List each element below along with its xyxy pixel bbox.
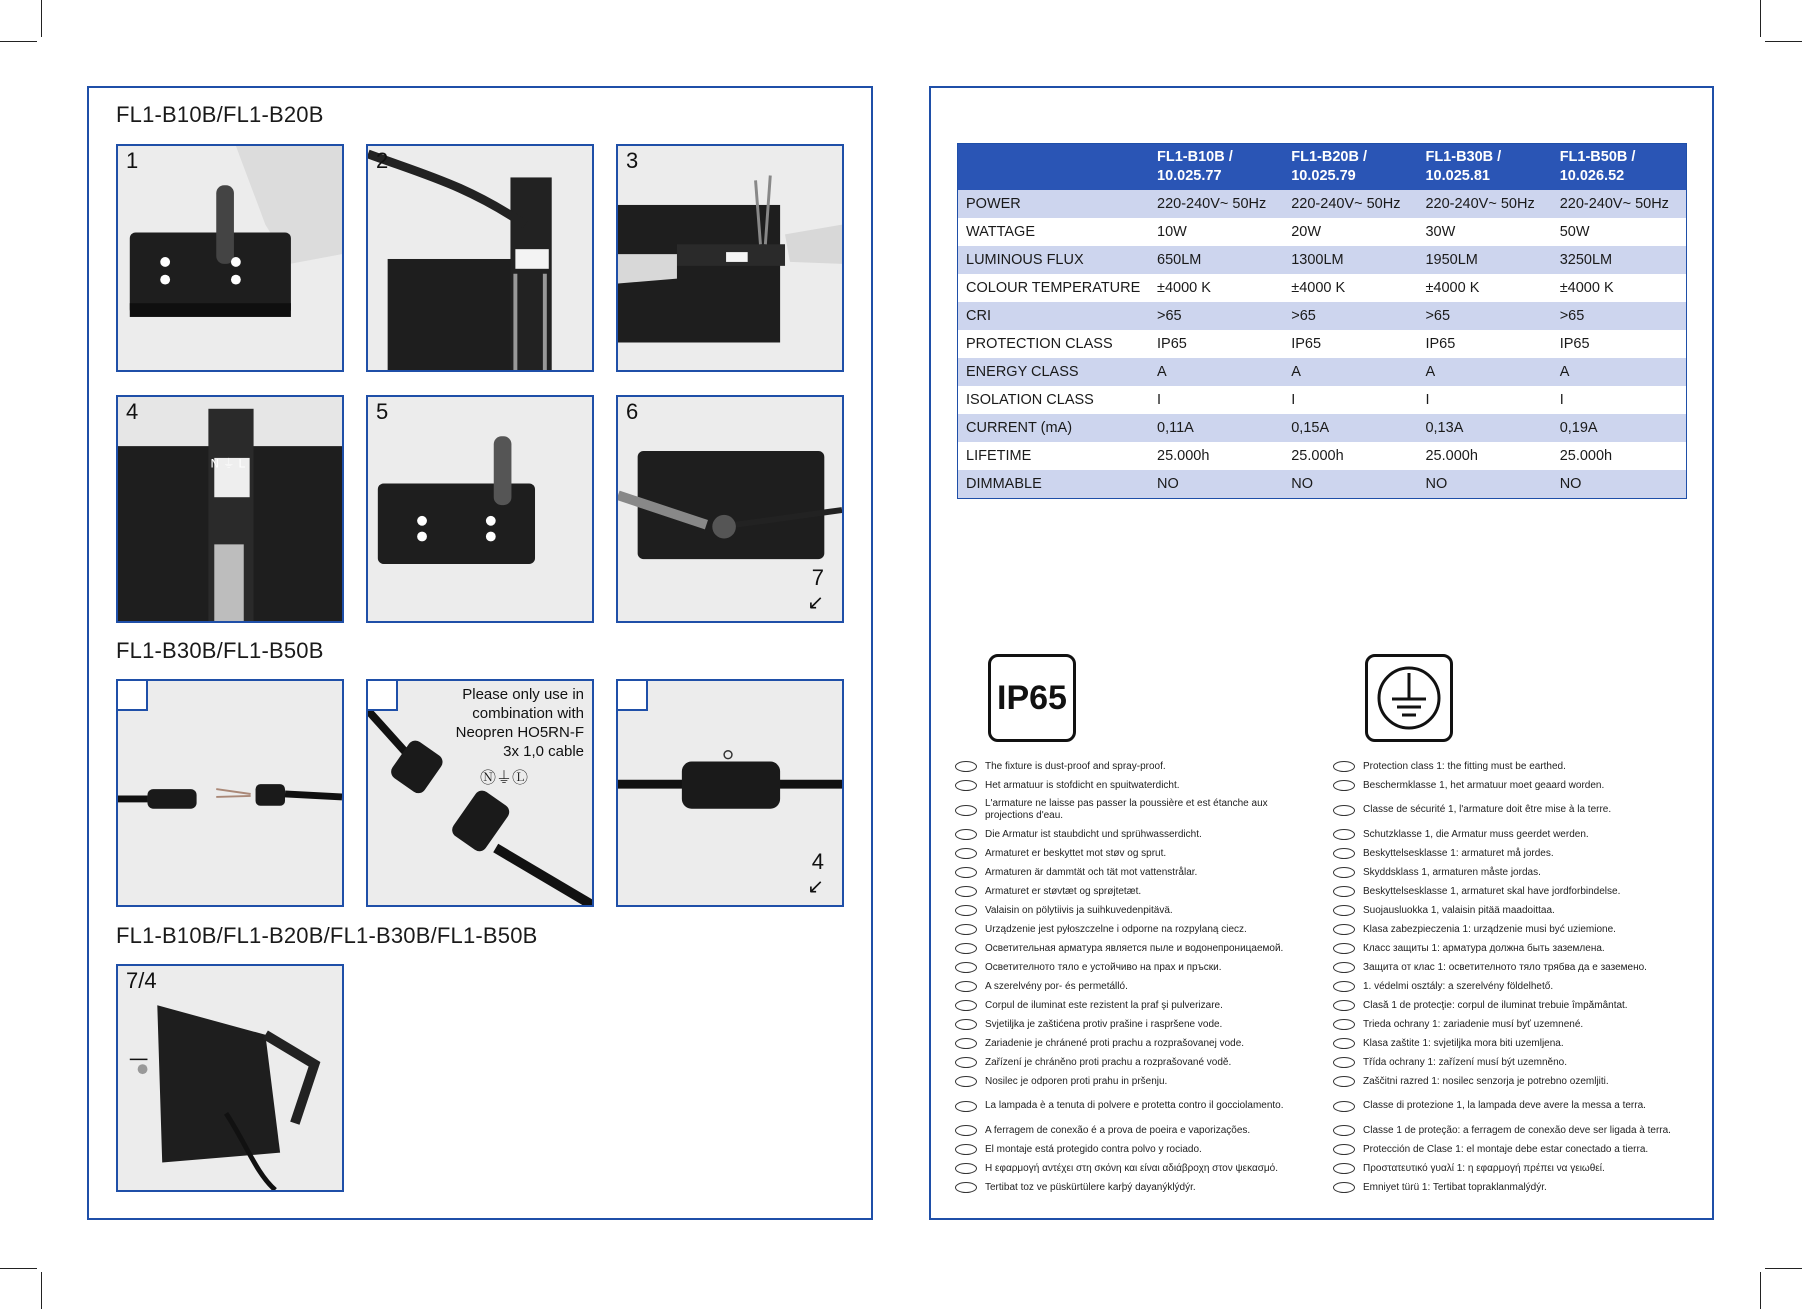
list-item <box>1333 1121 1703 1140</box>
row-label: POWER <box>958 190 1150 218</box>
list-item <box>1333 757 1703 776</box>
language-marker-icon <box>955 981 977 992</box>
table-cell: IP65 <box>1283 330 1417 358</box>
language-marker-icon <box>955 1163 977 1174</box>
table-cell: 0,11A <box>1149 414 1283 442</box>
list-item-text: Emniyet türü 1: Tertibat topraklanmalýdýr. <box>1363 1181 1547 1193</box>
crop-mark <box>41 1272 42 1309</box>
table-cell: 20W <box>1283 218 1417 246</box>
list-item <box>955 1159 1317 1178</box>
list-item-text: Protección de Clase 1: el montaje debe estar conectado a tierra. <box>1363 1143 1649 1155</box>
language-marker-icon <box>1333 1163 1355 1174</box>
table-cell: 25.000h <box>1552 442 1687 470</box>
list-item <box>1333 1178 1703 1197</box>
table-row <box>958 470 1687 499</box>
table-cell: 0,15A <box>1283 414 1417 442</box>
table-cell: >65 <box>1552 302 1687 330</box>
table-cell: >65 <box>1149 302 1283 330</box>
language-marker-icon <box>1333 1000 1355 1011</box>
table-cell: 220-240V~ 50Hz <box>1552 190 1687 218</box>
list-item <box>955 939 1317 958</box>
list-item-text: Corpul de iluminat este rezistent la praf şi pulverizare. <box>985 999 1223 1011</box>
row-label: CRI <box>958 302 1150 330</box>
list-item-text: Armaturet er beskyttet mot støv og sprut. <box>985 847 1167 859</box>
step-number: 4 <box>126 399 139 424</box>
table-cell: >65 <box>1283 302 1417 330</box>
table-cell: 220-240V~ 50Hz <box>1283 190 1417 218</box>
list-item-text: A szerelvény por- és permetálló. <box>985 980 1128 992</box>
list-item-text: Urządzenie jest pyłoszczelne i odporne na rozpylaną ciecz. <box>985 923 1247 935</box>
list-item-text: Η εφαρμογή αντέχει στη σκόνη και είναι αδιάβροχη στον ψεκασμό. <box>985 1162 1279 1174</box>
list-item <box>1333 844 1703 863</box>
list-item-text: 1. védelmi osztály: a szerelvény földelhető. <box>1363 980 1554 992</box>
terminal-illustration <box>618 146 842 370</box>
list-item-text: Valaisin on pölytiivis ja suihkuvedenpitävä. <box>985 904 1173 916</box>
protection-class-1-symbol <box>1365 654 1453 742</box>
language-marker-icon <box>955 829 977 840</box>
row-label: LIFETIME <box>958 442 1150 470</box>
list-item-text: Classe de sécurité 1, l'armature doit être mise à la terre. <box>1363 804 1612 815</box>
list-item-text: Nosilec je odporen proti prahu in pršenju. <box>985 1075 1168 1087</box>
language-marker-icon <box>955 1019 977 1030</box>
language-marker-icon <box>955 1076 977 1087</box>
table-cell: 50W <box>1552 218 1687 246</box>
list-item <box>1333 1140 1703 1159</box>
language-marker-icon <box>955 962 977 973</box>
wrench-illustration <box>618 397 842 621</box>
language-marker-icon <box>955 1000 977 1011</box>
table-cell: A <box>1417 358 1551 386</box>
language-marker-icon <box>1333 943 1355 954</box>
table-row <box>958 330 1687 358</box>
table-cell: 1300LM <box>1283 246 1417 274</box>
step-marker-box <box>118 681 148 711</box>
list-item-text: Skyddsklass 1, armaturen måste jordas. <box>1363 866 1541 878</box>
table-row <box>958 246 1687 274</box>
table-header-cell: FL1-B50B / 10.026.52 <box>1552 144 1687 191</box>
table-cell: 3250LM <box>1552 246 1687 274</box>
list-item-text: Zariadenie je chránené proti prachu a rozprašovanej vode. <box>985 1037 1245 1049</box>
list-item <box>1333 920 1703 939</box>
list-item <box>1333 863 1703 882</box>
step-number: 1 <box>126 148 139 173</box>
list-item <box>955 1034 1317 1053</box>
list-item <box>955 1121 1317 1140</box>
table-header-cell <box>958 144 1150 191</box>
step-image-7-4 <box>116 964 344 1192</box>
table-header-cell: FL1-B30B / 10.025.81 <box>1417 144 1551 191</box>
language-marker-icon <box>1333 1057 1355 1068</box>
list-item-text: L'armature ne laisse pas passer la poussière et est étanche aux projections d'eau. <box>985 798 1268 821</box>
list-item <box>955 844 1317 863</box>
list-item <box>1333 1053 1703 1072</box>
list-item <box>955 825 1317 844</box>
language-marker-icon <box>955 1057 977 1068</box>
list-item <box>955 977 1317 996</box>
language-marker-icon <box>955 924 977 935</box>
language-marker-icon <box>1333 761 1355 772</box>
language-marker-icon <box>1333 829 1355 840</box>
connector-block-illustration <box>118 397 342 621</box>
table-cell: 0,13A <box>1417 414 1551 442</box>
language-marker-icon <box>955 867 977 878</box>
table-cell: 0,19A <box>1552 414 1687 442</box>
list-item <box>955 795 1317 825</box>
step-image-1 <box>116 144 344 372</box>
specifications-table <box>957 143 1687 499</box>
list-item <box>955 996 1317 1015</box>
language-marker-icon <box>955 1038 977 1049</box>
table-cell: ±4000 K <box>1149 274 1283 302</box>
row-label: WATTAGE <box>958 218 1150 246</box>
crop-mark <box>1760 1272 1761 1309</box>
list-item-text: Clasă 1 de protecţie: corpul de iluminat trebuie împământat. <box>1363 999 1628 1011</box>
arrow-down-left-icon: ↙ <box>807 592 824 614</box>
list-item <box>1333 939 1703 958</box>
list-item <box>955 863 1317 882</box>
language-marker-icon <box>1333 962 1355 973</box>
list-item-text: Класс защиты 1: арматура должна быть заземлена. <box>1363 942 1605 954</box>
language-marker-icon <box>955 805 977 816</box>
list-item <box>955 958 1317 977</box>
table-row <box>958 442 1687 470</box>
list-item <box>955 1091 1317 1121</box>
list-item-text: Svjetiljka je zaštićena protiv prašine i raspršene vode. <box>985 1018 1223 1030</box>
crop-mark <box>1765 1268 1802 1269</box>
table-cell: ±4000 K <box>1417 274 1551 302</box>
language-marker-icon <box>1333 1125 1355 1136</box>
language-marker-icon <box>955 943 977 954</box>
table-cell: 25.000h <box>1149 442 1283 470</box>
language-marker-icon <box>1333 1182 1355 1193</box>
list-item-text: A ferragem de conexão é a prova de poeira e vaporizações. <box>985 1124 1251 1136</box>
list-item-text: Die Armatur ist staubdicht und sprühwasserdicht. <box>985 828 1202 840</box>
crop-mark <box>41 0 42 37</box>
step-image-cable-1 <box>116 679 344 907</box>
list-item-text: Classe 1 de proteção: a ferragem de conexão deve ser ligada à terra. <box>1363 1124 1671 1136</box>
table-cell: NO <box>1552 470 1687 499</box>
table-cell: 25.000h <box>1283 442 1417 470</box>
table-header-cell: FL1-B10B / 10.025.77 <box>1149 144 1283 191</box>
table-cell: IP65 <box>1149 330 1283 358</box>
table-cell: I <box>1552 386 1687 414</box>
list-item-text: Beskyttelsesklasse 1: armaturet må jordes. <box>1363 847 1554 859</box>
table-cell: 1950LM <box>1417 246 1551 274</box>
language-marker-icon <box>955 780 977 791</box>
step-image-2 <box>366 144 594 372</box>
table-row <box>958 386 1687 414</box>
table-cell: 25.000h <box>1417 442 1551 470</box>
section-title-b10-b20: FL1-B10B/FL1-B20B <box>116 102 324 127</box>
list-item-text: La lampada è a tenuta di polvere e protetta contro il gocciolamento. <box>985 1100 1284 1111</box>
table-cell: 10W <box>1149 218 1283 246</box>
mounting-bracket-illustration <box>118 966 342 1190</box>
list-item-text: Protection class 1: the fitting must be earthed. <box>1363 760 1566 772</box>
arrow-down-left-icon: ↙ <box>807 876 824 898</box>
language-marker-icon <box>1333 924 1355 935</box>
language-marker-icon <box>955 761 977 772</box>
language-marker-icon <box>955 1125 977 1136</box>
table-cell: NO <box>1149 470 1283 499</box>
step-image-4 <box>116 395 344 623</box>
next-step-number: 7 <box>811 565 824 590</box>
step-number: 2 <box>376 148 389 173</box>
language-marker-icon <box>955 848 977 859</box>
table-row <box>958 274 1687 302</box>
list-item-text: Classe di protezione 1, la lampada deve avere la messa a terra. <box>1363 1100 1646 1111</box>
row-label: CURRENT (mA) <box>958 414 1150 442</box>
list-item-text: Armaturen är dammtät och tät mot vattenstrålar. <box>985 866 1198 878</box>
language-marker-icon <box>1333 981 1355 992</box>
list-item-text: El montaje está protegido contra polvo y rociado. <box>985 1143 1202 1155</box>
language-marker-icon <box>1333 848 1355 859</box>
step-image-cable-3 <box>616 679 844 907</box>
list-item-text: Осветительная арматура является пыле и водонепроницаемой. <box>985 942 1284 954</box>
svg-text:N ⏚ L: N ⏚ L <box>210 456 245 471</box>
table-header-cell: FL1-B20B / 10.025.79 <box>1283 144 1417 191</box>
row-label: ENERGY CLASS <box>958 358 1150 386</box>
list-item-text: Beskyttelsesklasse 1, armaturet skal have jordforbindelse. <box>1363 885 1621 897</box>
language-marker-icon <box>1333 1101 1355 1112</box>
list-item-text: Het armatuur is stofdicht en spuitwaterdicht. <box>985 779 1180 791</box>
step-image-cable-2 <box>366 679 594 907</box>
list-item-text: Klasa zaštite 1: svjetiljka mora biti uzemljena. <box>1363 1037 1564 1049</box>
row-label: LUMINOUS FLUX <box>958 246 1150 274</box>
language-marker-icon <box>1333 905 1355 916</box>
step-image-6 <box>616 395 844 623</box>
table-cell: 30W <box>1417 218 1551 246</box>
crop-mark <box>1765 41 1802 42</box>
list-item <box>955 901 1317 920</box>
list-item-text: Tertibat toz ve püskürtülere karþý dayanýklýdýr. <box>985 1181 1196 1193</box>
cable-requirement-note: Please only use in combination with Neopren HO5RN-F 3x 1,0 cable <box>455 686 584 760</box>
table-row <box>958 218 1687 246</box>
earth-ground-icon <box>1368 657 1450 739</box>
table-cell: A <box>1149 358 1283 386</box>
section-title-b30-b50: FL1-B30B/FL1-B50B <box>116 638 324 663</box>
step-marker-box <box>618 681 648 711</box>
step-marker-box <box>368 681 398 711</box>
table-cell: NO <box>1283 470 1417 499</box>
language-marker-icon <box>955 1144 977 1155</box>
language-marker-icon <box>1333 867 1355 878</box>
list-item <box>1333 958 1703 977</box>
wiring-illustration <box>368 146 592 370</box>
language-marker-icon <box>1333 805 1355 816</box>
section-title-all-models: FL1-B10B/FL1-B20B/FL1-B30B/FL1-B50B <box>116 923 538 948</box>
language-marker-icon <box>1333 886 1355 897</box>
list-item <box>1333 882 1703 901</box>
fixture-screws-illustration <box>118 146 342 370</box>
table-cell: ±4000 K <box>1552 274 1687 302</box>
crop-mark <box>0 41 37 42</box>
list-item-text: Zařízení je chráněno proti prachu a rozprašované vodě. <box>985 1056 1232 1068</box>
ip65-symbol <box>988 654 1076 742</box>
table-header-row <box>958 144 1687 191</box>
list-item <box>1333 901 1703 920</box>
language-marker-icon <box>955 886 977 897</box>
sealed-connector-illustration <box>618 681 842 905</box>
table-cell: 650LM <box>1149 246 1283 274</box>
list-item <box>955 1072 1317 1091</box>
list-item <box>1333 825 1703 844</box>
list-item-text: Προστατευτικό γυαλί 1: η εφαρμογή πρέπει να γειωθεί. <box>1363 1162 1605 1174</box>
cable-connector-illustration <box>118 681 342 905</box>
step-image-3 <box>616 144 844 372</box>
class1-multilingual-list <box>1333 757 1703 1197</box>
list-item-text: The fixture is dust-proof and spray-proof. <box>985 760 1166 772</box>
next-step-number: 4 <box>811 849 824 874</box>
list-item <box>1333 1091 1703 1121</box>
ip65-multilingual-list <box>955 757 1317 1197</box>
list-item <box>955 757 1317 776</box>
table-cell: IP65 <box>1417 330 1551 358</box>
list-item <box>1333 1072 1703 1091</box>
table-cell: I <box>1417 386 1551 414</box>
row-label: DIMMABLE <box>958 470 1150 499</box>
language-marker-icon <box>1333 1038 1355 1049</box>
list-item <box>955 920 1317 939</box>
crop-mark <box>1760 0 1761 37</box>
list-item <box>955 776 1317 795</box>
list-item-text: Beschermklasse 1, het armatuur moet geaard worden. <box>1363 779 1605 791</box>
language-marker-icon <box>1333 1144 1355 1155</box>
language-marker-icon <box>955 1101 977 1112</box>
table-cell: I <box>1149 386 1283 414</box>
row-label: COLOUR TEMPERATURE <box>958 274 1150 302</box>
step-number: 7/4 <box>126 968 157 993</box>
step-number: 3 <box>626 148 639 173</box>
language-marker-icon <box>955 905 977 916</box>
crop-mark <box>0 1268 37 1269</box>
list-item-text: Klasa zabezpieczenia 1: urządzenie musi być uziemione. <box>1363 923 1616 935</box>
table-cell: ±4000 K <box>1283 274 1417 302</box>
table-cell: NO <box>1417 470 1551 499</box>
list-item-text: Třída ochrany 1: zařízení musí být uzemněno. <box>1363 1056 1567 1068</box>
list-item <box>1333 977 1703 996</box>
list-item-text: Осветителното тяло е устойчиво на прах и пръски. <box>985 961 1222 973</box>
list-item-text: Zaščitni razred 1: nosilec senzorja je potrebno ozemljiti. <box>1363 1075 1609 1087</box>
table-cell: A <box>1552 358 1687 386</box>
language-marker-icon <box>1333 1019 1355 1030</box>
list-item <box>1333 795 1703 825</box>
step-number: 6 <box>626 399 639 424</box>
ip65-symbol-label: IP65 <box>997 678 1067 717</box>
step-number: 5 <box>376 399 389 424</box>
table-cell: >65 <box>1417 302 1551 330</box>
list-item <box>955 1053 1317 1072</box>
table-cell: 220-240V~ 50Hz <box>1149 190 1283 218</box>
language-marker-icon <box>955 1182 977 1193</box>
list-item <box>955 1015 1317 1034</box>
list-item <box>1333 1015 1703 1034</box>
list-item <box>955 1140 1317 1159</box>
table-cell: A <box>1283 358 1417 386</box>
list-item <box>1333 1159 1703 1178</box>
table-cell: I <box>1283 386 1417 414</box>
table-row <box>958 190 1687 218</box>
list-item-text: Schutzklasse 1, die Armatur muss geerdet werden. <box>1363 828 1589 840</box>
table-row <box>958 302 1687 330</box>
neutral-earth-live-icon: Ⓝ⏚Ⓛ <box>479 770 528 787</box>
cover-screws-illustration <box>368 397 592 621</box>
list-item-text: Защита от клас 1: осветителното тяло трябва да е заземено. <box>1363 961 1647 973</box>
table-cell: IP65 <box>1552 330 1687 358</box>
list-item-text: Suojausluokka 1, valaisin pitää maadoittaa. <box>1363 904 1555 916</box>
language-marker-icon <box>1333 1076 1355 1087</box>
list-item <box>1333 1034 1703 1053</box>
list-item <box>1333 776 1703 795</box>
row-label: PROTECTION CLASS <box>958 330 1150 358</box>
table-row <box>958 358 1687 386</box>
list-item <box>955 1178 1317 1197</box>
list-item <box>955 882 1317 901</box>
list-item-text: Trieda ochrany 1: zariadenie musí byť uzemnené. <box>1363 1018 1584 1030</box>
list-item-text: Armaturet er støvtæt og sprøjtetæt. <box>985 885 1142 897</box>
table-row <box>958 414 1687 442</box>
list-item <box>1333 996 1703 1015</box>
step-image-5 <box>366 395 594 623</box>
language-marker-icon <box>1333 780 1355 791</box>
table-cell: 220-240V~ 50Hz <box>1417 190 1551 218</box>
row-label: ISOLATION CLASS <box>958 386 1150 414</box>
